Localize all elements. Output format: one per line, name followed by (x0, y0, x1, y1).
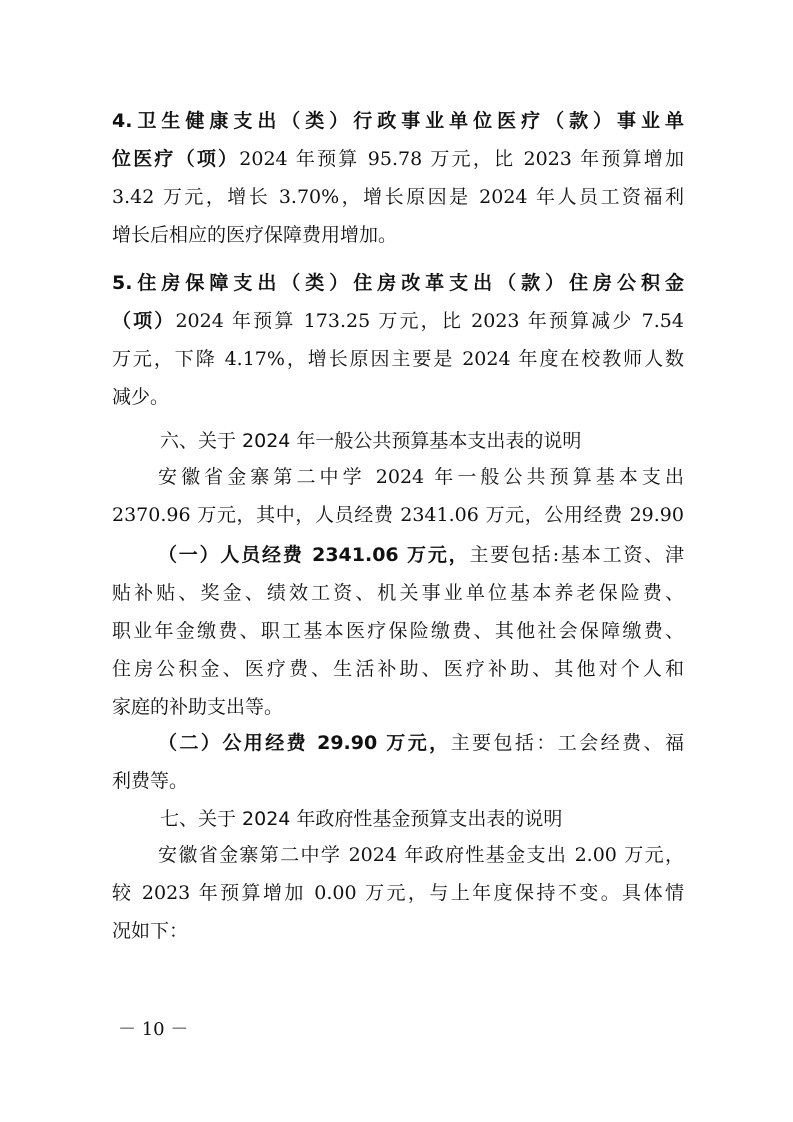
paragraph-government-fund (112, 836, 684, 950)
text-line: 家庭的补助支出等。 (112, 696, 284, 718)
paragraph-housing-expenditure (112, 264, 684, 416)
text-line: 况如下： (112, 920, 189, 942)
text-regular: 主要包括:基本工资、津 (469, 544, 684, 566)
text-regular: 主要包括：工会经费、福 (450, 732, 684, 754)
page-number: － 10 － (118, 1019, 189, 1040)
text-line (112, 140, 684, 178)
text-line: 万元，下降 4.17%，增长原因主要是 2024 年度在校教师人数 (112, 348, 684, 370)
text-line: 利费等。 (112, 770, 189, 792)
text-line: 3.42 万元，增长 3.70%，增长原因是 2024 年人员工资福利 (112, 186, 684, 208)
paragraph-health-expenditure (112, 102, 684, 254)
text-regular: 2024 年预算 95.78 万元，比 2023 年预算增加 (239, 148, 684, 170)
text-bold: （项） (112, 310, 176, 332)
paragraph-personnel-expenses (112, 536, 684, 726)
text-line: 贴补贴、奖金、绩效工资、机关事业单位基本养老保险费、 (112, 582, 684, 604)
text-line: 2370.96 万元，其中，人员经费 2341.06 万元，公用经费 29.90 (112, 504, 684, 526)
text-line: 4.卫生健康支出（类）行政事业单位医疗（款）事业单 (112, 110, 684, 132)
text-line: 安徽省金寨第二中学 2024 年一般公共预算基本支出 (158, 466, 684, 488)
text-bold: 位医疗（项） (112, 148, 240, 170)
section-heading: 六、关于 2024 年一般公共预算基本支出表的说明 (160, 430, 582, 452)
text-line: 5.住房保障支出（类）住房改革支出（款）住房公积金 (112, 272, 684, 294)
text-line: 较 2023 年预算增加 0.00 万元，与上年度保持不变。具体情 (112, 882, 684, 904)
paragraph-basic-expenditure (112, 458, 684, 534)
text-line: 职业年金缴费、职工基本医疗保险缴费、其他社会保障缴费、 (112, 620, 684, 642)
text-regular: 2024 年预算 173.25 万元，比 2023 年预算减少 7.54 (175, 310, 684, 332)
text-bold: （一）人员经费 2341.06 万元， (158, 544, 470, 566)
text-line (112, 302, 684, 340)
text-line: 减少。 (112, 386, 170, 408)
text-line: 住房公积金、医疗费、生活补助、医疗补助、其他对个人和 (112, 658, 684, 680)
text-bold: （二）公用经费 29.90 万元， (158, 732, 451, 754)
paragraph-public-expenses (112, 724, 684, 800)
text-line: 增长后相应的医疗保障费用增加。 (112, 224, 398, 246)
text-line: 安徽省金寨第二中学 2024 年政府性基金支出 2.00 万元， (158, 844, 684, 866)
text-line (112, 724, 684, 762)
section-heading-seven (160, 800, 684, 838)
section-heading: 七、关于 2024 年政府性基金预算支出表的说明 (160, 808, 563, 830)
text-line (112, 536, 684, 574)
section-heading-six (160, 422, 684, 460)
